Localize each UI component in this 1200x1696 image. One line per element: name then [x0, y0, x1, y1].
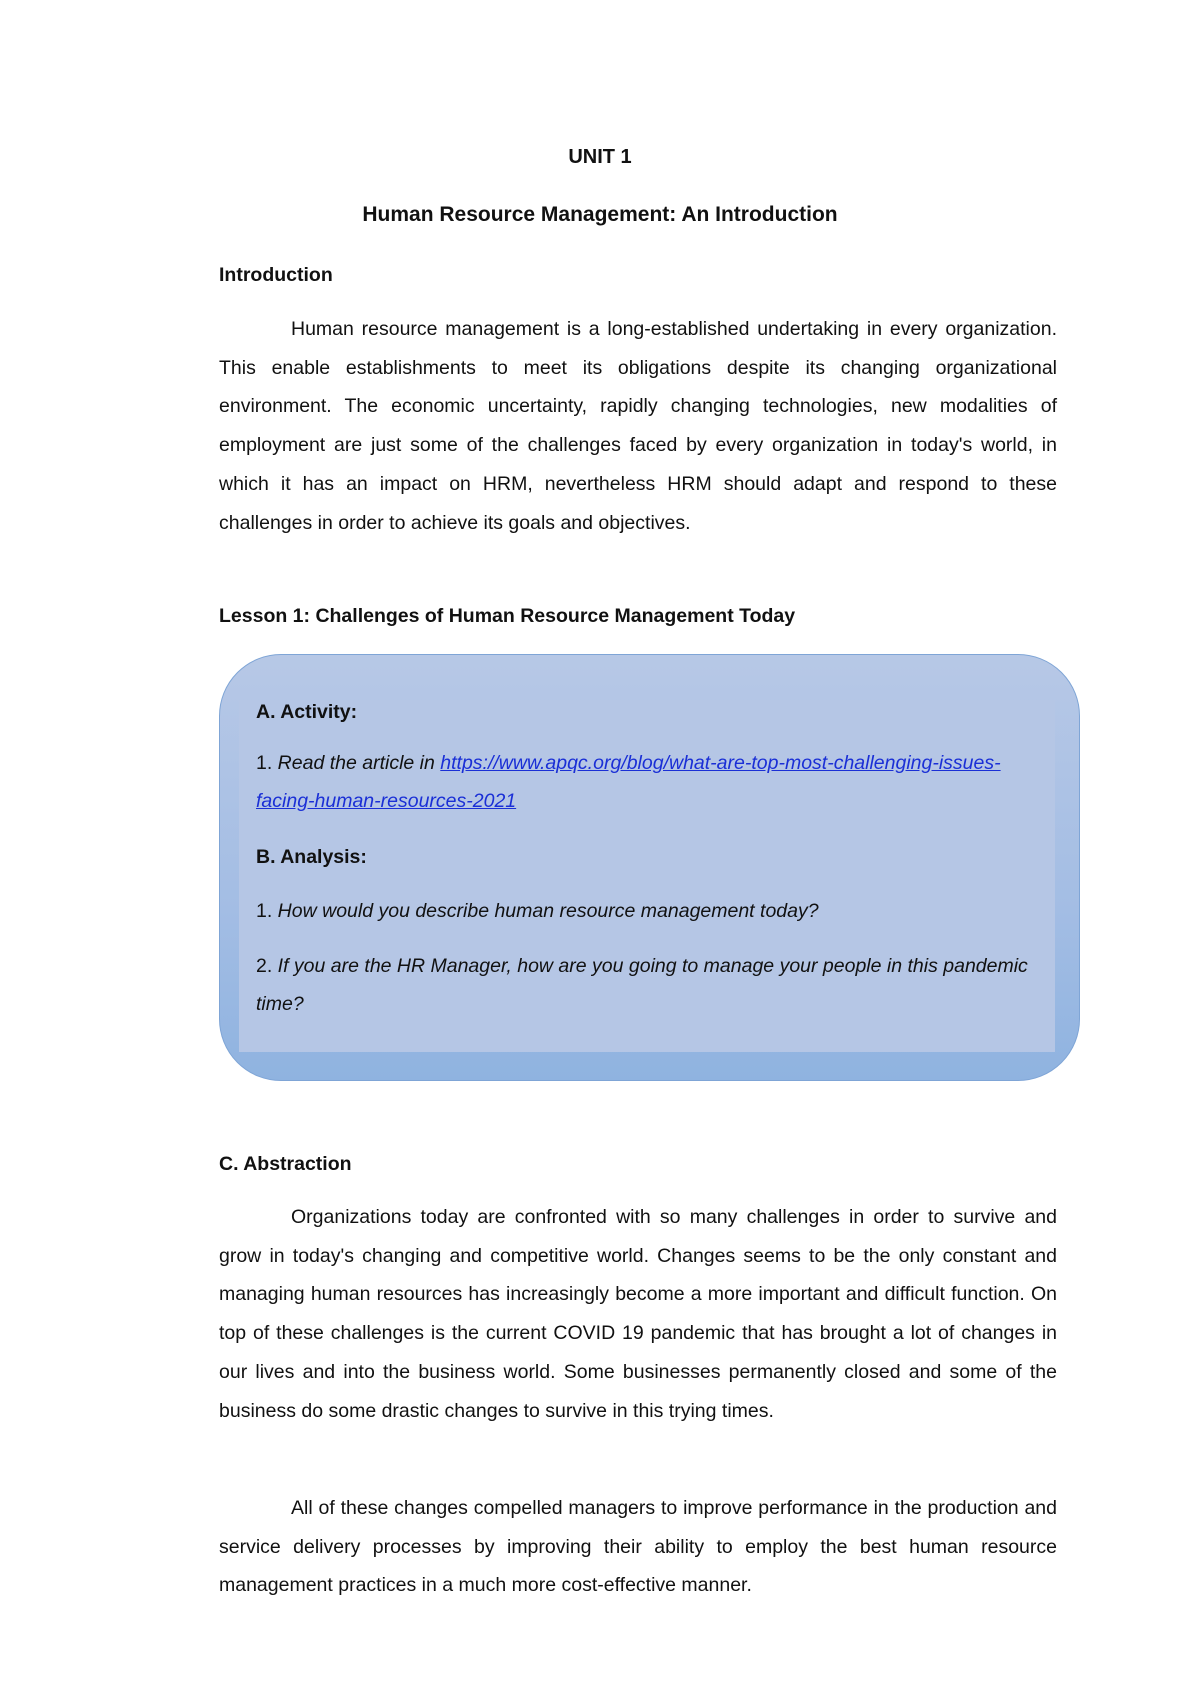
- activity-item-number: 1.: [256, 752, 273, 774]
- activity-heading: A. Activity:: [256, 701, 358, 723]
- document-title-bold: Human Resource Management:: [362, 203, 677, 226]
- analysis-item-2: [256, 947, 1046, 1023]
- document-title-rest: An Introduction: [676, 203, 838, 226]
- abstraction-paragraph-1: Organizations today are confronted with so many challenges in order to survive and grow in today's changing and competitive world. Changes seems to be the only constant and managing human resources has increasingly become a more important and difficult function. On top of these challenges is the current COVID 19 pandemic that has brought a lot of changes in our lives and into the business world. Some businesses permanently closed and some of the business do some drastic changes to survive in this trying times.: [219, 1206, 1057, 1422]
- analysis-heading: B. Analysis:: [256, 846, 367, 868]
- document-title: [0, 203, 1200, 227]
- lesson-heading: Lesson 1: Challenges of Human Resource Management Today: [219, 605, 796, 627]
- introduction-heading: Introduction: [219, 264, 333, 286]
- abstraction-heading: C. Abstraction: [219, 1153, 352, 1175]
- introduction-paragraph: Human resource management is a long-established undertaking in every organization. This enable establishments to meet its obligations despite its changing organizational environment. The economic uncertainty, rapidly changing technologies, new modalities of employment are just some of the challenges faced by every organization in today's world, in which it has an impact on HRM, nevertheless HRM should adapt and respond to these challenges in order to achieve its goals and objectives.: [219, 318, 1057, 534]
- article-link[interactable]: https://www.apqc.org/blog/what-are-top-most-challenging-issues-facing-human-resources-2021: [256, 752, 1001, 812]
- activity-item: [256, 744, 1046, 820]
- abstraction-paragraph-2: All of these changes compelled managers to improve performance in the production and service delivery processes by improving their ability to employ the best human resource management practices in a much more cost-effective manner.: [219, 1497, 1057, 1597]
- unit-title: UNIT 1: [568, 146, 632, 168]
- analysis-item-1-text: How would you describe human resource management today?: [272, 900, 819, 922]
- analysis-item-2-number: 2.: [256, 955, 273, 977]
- analysis-item-2-text: If you are the HR Manager, how are you going to manage your people in this pandemic time?: [256, 955, 1028, 1015]
- activity-item-text: Read the article in: [272, 752, 441, 774]
- analysis-item-1: [256, 892, 1046, 930]
- analysis-item-1-number: 1.: [256, 900, 273, 922]
